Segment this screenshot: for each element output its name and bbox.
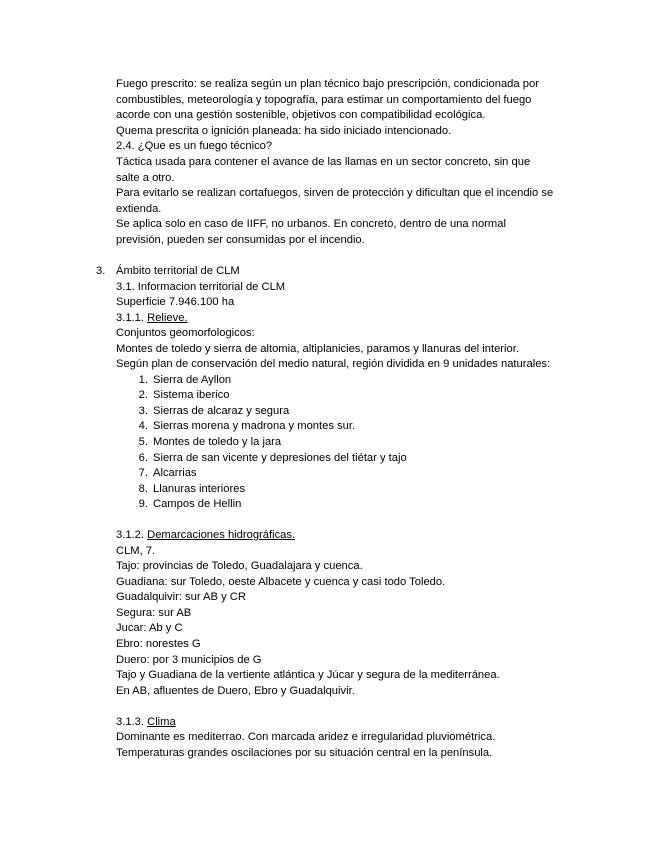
text-line: Fuego prescrito: se realiza según un plan técnico bajo prescripción, condicionada por bbox=[116, 78, 539, 90]
list-item: Montes de toledo y la jara bbox=[153, 436, 282, 448]
list-number: 1. bbox=[138, 374, 148, 386]
subheading-relieve bbox=[116, 311, 188, 327]
text-line: Guadalquivir: sur AB y CR bbox=[116, 591, 246, 603]
text-line: En AB, afluentes de Duero, Ebro y Guadalquivir. bbox=[116, 685, 355, 697]
text-line: CLM, 7. bbox=[116, 545, 156, 557]
text-line: salte a otro. bbox=[116, 172, 175, 184]
list-item: Sistema iberico bbox=[153, 389, 230, 401]
list-number: 4. bbox=[138, 420, 148, 432]
list-number: 3. bbox=[138, 405, 148, 417]
clima-title: Clima bbox=[147, 716, 176, 728]
subheading-demarcaciones bbox=[116, 528, 295, 544]
list-item: Sierra de Ayllon bbox=[153, 374, 232, 386]
text-line: Ebro: norestes G bbox=[116, 638, 201, 650]
relieve-title: Relieve. bbox=[147, 312, 188, 324]
list-number: 7. bbox=[138, 467, 148, 479]
text-line: Para evitarlo se realizan cortafuegos, sirven de protección y dificultan que el incendio se bbox=[116, 187, 554, 199]
text-line: Montes de toledo y sierra de altomia, altiplanicies, paramos y llanuras del interior. bbox=[116, 343, 519, 355]
list-number: 2. bbox=[138, 389, 148, 401]
text-line: Superficie 7.946.100 ha bbox=[116, 296, 235, 308]
demarc-number: 3.1.2. bbox=[116, 529, 144, 541]
list-item: Campos de Hellin bbox=[153, 498, 242, 510]
text-line: previsión, pueden ser consumidas por el incendio. bbox=[116, 234, 365, 246]
demarc-title: Demarcaciones hidrográficas. bbox=[147, 529, 296, 541]
list-number: 8. bbox=[138, 483, 148, 495]
text-line: Según plan de conservación del medio natural, región dividida en 9 unidades naturales: bbox=[116, 358, 551, 370]
subheading: 3.1. Informacion territorial de CLM bbox=[116, 281, 286, 293]
text-line: Tajo: provincias de Toledo, Guadalajara y cuenca. bbox=[116, 560, 363, 572]
text-line: Quema prescrita o ignición planeada: ha sido iniciado intencionado. bbox=[116, 125, 452, 137]
text-line: Tajo y Guadiana de la vertiente atlántica y Júcar y segura de la mediterránea. bbox=[116, 669, 500, 681]
relieve-number: 3.1.1. bbox=[116, 312, 144, 324]
list-item: Sierra de san vicente y depresiones del tiétar y tajo bbox=[153, 452, 407, 464]
text-line: Segura: sur AB bbox=[116, 607, 192, 619]
list-item: Alcarrias bbox=[153, 467, 197, 479]
list-number: 9. bbox=[138, 498, 148, 510]
subheading: 2.4. ¿Que es un fuego técnico? bbox=[116, 140, 273, 152]
text-line: extienda. bbox=[116, 203, 162, 215]
text-line: Jucar: Ab y C bbox=[116, 622, 183, 634]
list-item: Sierras de alcaraz y segura bbox=[153, 405, 290, 417]
text-line: combustibles, meteorología y topografía, para estimar un comportamiento del fuego bbox=[116, 94, 532, 106]
text-line: Se aplica solo en caso de IIFF, no urbanos. En concreto, dentro de una normal bbox=[116, 218, 506, 230]
section-number: 3. bbox=[96, 265, 106, 277]
text-line: Duero: por 3 municipios de G bbox=[116, 654, 262, 666]
text-line: Guadiana: sur Toledo, oeste Albacete y cuenca y casi todo Toledo. bbox=[116, 576, 446, 588]
text-line: Temperaturas grandes oscilaciones por su situación central en la península. bbox=[116, 747, 493, 759]
clima-number: 3.1.3. bbox=[116, 716, 144, 728]
subheading-clima bbox=[116, 715, 176, 731]
section-title: Ámbito territorial de CLM bbox=[116, 265, 240, 277]
list-number: 5. bbox=[138, 436, 148, 448]
text-line: Dominante es mediterrao. Con marcada aridez e irregularidad pluviométrica. bbox=[116, 731, 496, 743]
text-line: Táctica usada para contener el avance de las llamas en un sector concreto, sin que bbox=[116, 156, 531, 168]
text-line: acorde con una gestión sostenible, objetivos con compatibilidad ecológica. bbox=[116, 109, 486, 121]
list-number: 6. bbox=[138, 452, 148, 464]
list-item: Sierras morena y madrona y montes sur. bbox=[153, 420, 356, 432]
text-line: Conjuntos geomorfologicos: bbox=[116, 327, 255, 339]
list-item: Llanuras interiores bbox=[153, 483, 246, 495]
